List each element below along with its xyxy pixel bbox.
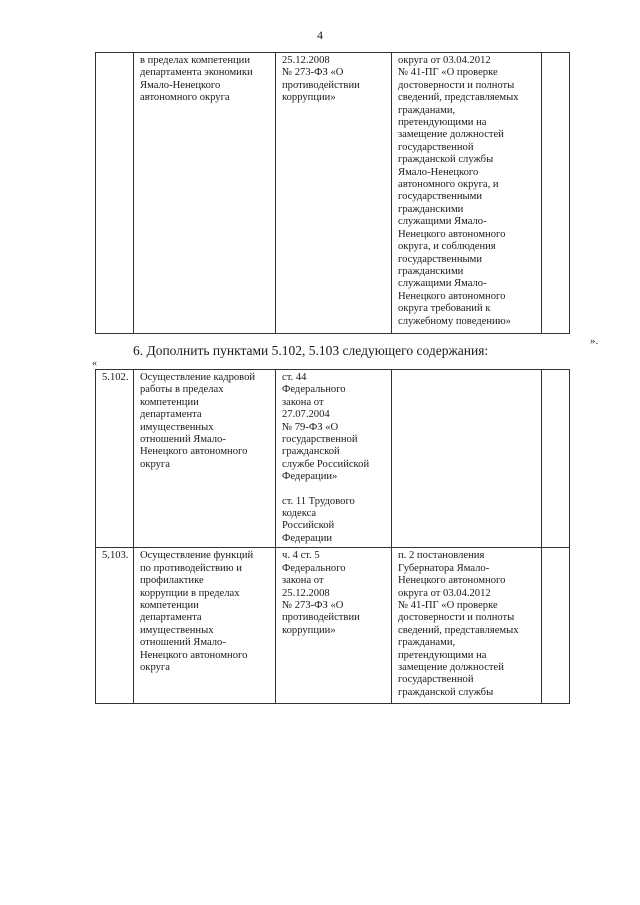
cell-extra — [542, 548, 570, 704]
cell-number: 5.103. — [96, 548, 134, 704]
legal-basis-1: ст. 44 Федерального закона от 27.07.2004 № 79-ФЗ «О государственной гражданской службе Российской Федерации» — [282, 372, 370, 483]
cell-function: Осуществление кадровой работы в пределах компетенции департамента имущественных отношений Ямало- Ненецкого автономного округа — [134, 370, 276, 548]
table-row — [96, 53, 570, 334]
table-row — [96, 548, 570, 704]
cell-extra — [542, 370, 570, 548]
cell-normative-act: округа от 03.04.2012 № 41-ПГ «О проверке достоверности и полноты сведений, представляемых гражданами, претендующими на замещение должностей государственной гражданской службы Ямало-Ненецкого автономного округа, и государственными гражданскими служащими Ямало- Ненецкого автономного округа, и соблюдения государственными гражданскими служащими Ямало- Ненецкого автономного округа требований к служебному поведению» — [392, 53, 542, 334]
cell-number — [96, 53, 134, 334]
cell-legal-basis — [276, 370, 392, 548]
cell-normative-act — [392, 370, 542, 548]
table-row — [96, 370, 570, 548]
page-number: 4 — [317, 28, 323, 42]
cell-normative-act: п. 2 постановления Губернатора Ямало- Ненецкого автономного округа от 03.04.2012 № 41-ПГ «О проверке достоверности и полноты сведений, представляемых гражданами, претендующими на замещение должностей государственной гражданской службы — [392, 548, 542, 704]
cell-number: 5.102. — [96, 370, 134, 548]
cell-legal-basis: 25.12.2008 № 273-ФЗ «О противодействии коррупции» — [276, 53, 392, 334]
cell-function: в пределах компетенции департамента экономики Ямало-Ненецкого автономного округа — [134, 53, 276, 334]
opening-quote: « — [92, 358, 97, 369]
functions-table-new — [95, 369, 570, 704]
legal-basis-2: ст. 11 Трудового кодекса Российской Федерации — [282, 495, 355, 544]
closing-quote: ». — [590, 335, 599, 347]
cell-legal-basis: ч. 4 ст. 5 Федерального закона от 25.12.2008 № 273-ФЗ «О противодействии коррупции» — [276, 548, 392, 704]
cell-extra — [542, 53, 570, 334]
functions-table-continued — [95, 52, 570, 334]
cell-function: Осуществление функций по противодействию и профилактике коррупции в пределах компетенции департамента имущественных отношений Ямало- Ненецкого автономного округа — [134, 548, 276, 704]
amendment-heading: 6. Дополнить пунктами 5.102, 5.103 следующего содержания: — [133, 343, 489, 358]
